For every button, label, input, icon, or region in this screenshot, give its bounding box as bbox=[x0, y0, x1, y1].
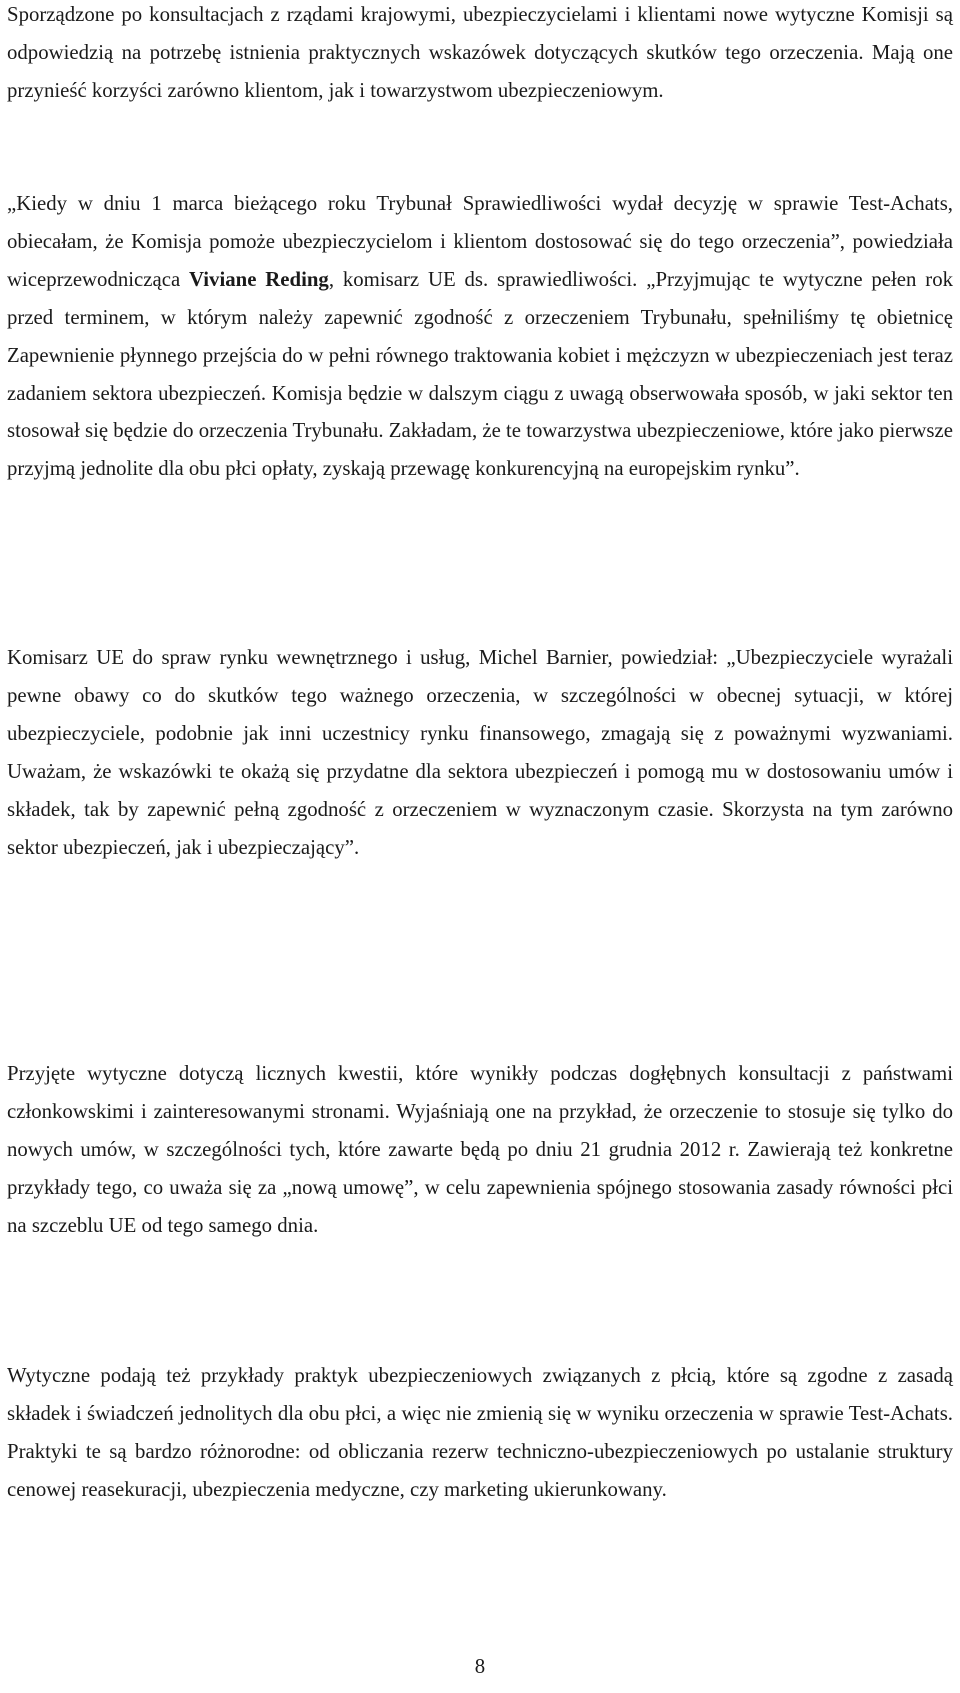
paragraph-guidelines: Przyjęte wytyczne dotyczą licznych kwestii, które wynikły podczas dogłębnych konsultacji z państwami członkowskimi i zainteresowanymi stronami. Wyjaśniają one na przykład, że orzeczenie to stosuje się tylko do nowych umów, w szczególności tych, które zawarte będą po dniu 21 grudnia 2012 r. Zawierają też konkretne przykłady tego, co uważa się za „nową umowę”, w celu zapewnienia spójnego stosowania zasady równości płci na szczeblu UE od tego samego dnia. bbox=[7, 1062, 953, 1237]
paragraph-reding-quote bbox=[7, 185, 953, 488]
quote-part-1: „Kiedy w dniu 1 marca bieżącego roku Trybunał Sprawiedliwości wydał decyzję w sprawie Test-Achats, obiecałam, że Komisja pomoże ubezpieczycielom i klientom dostosować się do tego orzeczenia”, powiedziała wiceprzewodnicząca bbox=[7, 192, 953, 291]
quote-part-2: , komisarz UE ds. sprawiedliwości. „Przyjmując te wytyczne pełen rok przed terminem, w którym należy zapewnić zgodność z orzeczeniem Trybunału, spełniliśmy tę obietnicę Zapewnienie płynnego przejścia do w pełni równego traktowania kobiet i mężczyzn w ubezpieczeniach jest teraz zadaniem sektora ubezpieczeń. Komisja będzie w dalszym ciągu z uwagą obserwowała sposób, w jaki sektor ten stosował się będzie do orzeczenia Trybunału. Zakładam, że te towarzystwa ubezpieczeniowe, które jako pierwsze przyjmą jednolite dla obu płci opłaty, zyskają przewagę konkurencyjną na europejskim rynku”. bbox=[7, 267, 953, 481]
paragraph-barnier-quote: Komisarz UE do spraw rynku wewnętrznego i usług, Michel Barnier, powiedział: „Ubezpieczyciele wyrażali pewne obawy co do skutków tego ważnego orzeczenia, w szczególności w obecnej sytuacji, w której ubezpieczyciele, podobnie jak inni uczestnicy rynku finansowego, zmagają się z poważnymi wyzwaniami. Uważam, że wskazówki te okażą się przydatne dla sektora ubezpieczeń i pomogą mu w dostosowaniu umów i składek, tak by zapewnić pełną zgodność z orzeczeniem w wyznaczonym czasie. Skorzysta na tym zarówno sektor ubezpieczeń, jak i ubezpieczający”. bbox=[7, 646, 953, 859]
paragraph-practices: Wytyczne podają też przykłady praktyk ubezpieczeniowych związanych z płcią, które są zgodne z zasadą składek i świadczeń jednolitych dla obu płci, a więc nie zmienią się w wyniku orzeczenia w sprawie Test-Achats. Praktyki te są bardzo różnorodne: od obliczania rezerw techniczno-ubezpieczeniowych po ustalanie struktury cenowej reasekuracji, ubezpieczenia medyczne, czy marketing ukierunkowany. bbox=[7, 1364, 953, 1501]
speaker-name: Viviane Reding bbox=[189, 267, 329, 291]
paragraph-intro: Sporządzone po konsultacjach z rządami krajowymi, ubezpieczycielami i klientami nowe wytyczne Komisji są odpowiedzią na potrzebę istnienia praktycznych wskazówek dotyczących skutków tego orzeczenia. Mają one przynieść korzyści zarówno klientom, jak i towarzystwom ubezpieczeniowym. bbox=[7, 3, 953, 102]
page-number: 8 bbox=[474, 1655, 486, 1678]
